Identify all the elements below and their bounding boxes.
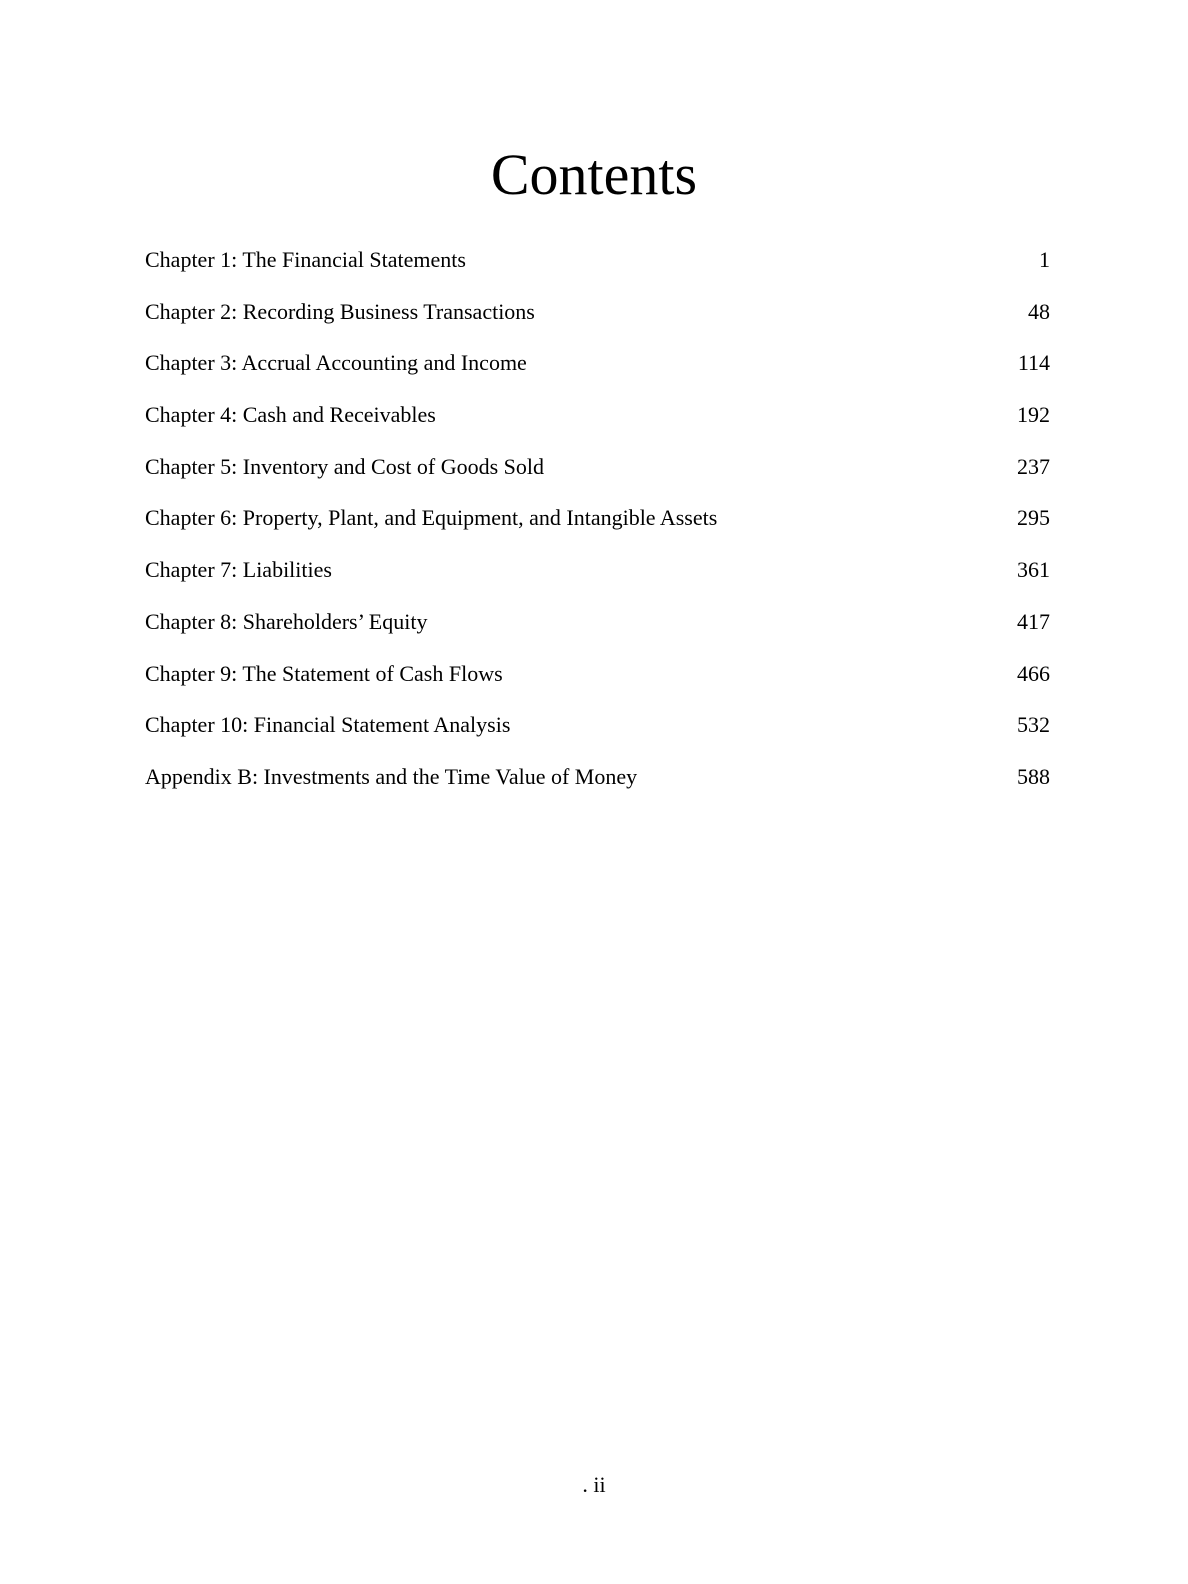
- toc-entry-label: Chapter 3: Accrual Accounting and Income: [145, 350, 527, 376]
- toc-entry-page-number: 192: [1017, 402, 1050, 428]
- toc-entry-label: Chapter 2: Recording Business Transactions: [145, 298, 535, 324]
- toc-entry-page-number: 295: [1017, 505, 1050, 531]
- toc-entry-page-number: 1: [1039, 247, 1050, 272]
- toc-entry-page-number: 588: [1017, 763, 1050, 789]
- toc-entry-appendix-b[interactable]: [145, 760, 1050, 812]
- toc-entry-chapter-2[interactable]: [145, 295, 1050, 347]
- toc-entry-label: Chapter 4: Cash and Receivables: [145, 402, 436, 428]
- toc-entry-chapter-1[interactable]: [145, 243, 1050, 295]
- toc-entry-label: Chapter 10: Financial Statement Analysis: [145, 712, 511, 738]
- toc-entry-page-number: 532: [1017, 712, 1050, 738]
- toc-entry-page-number: 466: [1017, 660, 1050, 686]
- toc-entry-label: Chapter 5: Inventory and Cost of Goods Sold: [145, 453, 545, 479]
- toc-entry-label: Chapter 1: The Financial Statements: [145, 247, 466, 272]
- toc-entry-label: Chapter 9: The Statement of Cash Flows: [145, 660, 503, 686]
- toc-entry-label: Chapter 7: Liabilities: [145, 557, 332, 583]
- toc-entry-chapter-4[interactable]: [145, 398, 1050, 450]
- toc-entry-chapter-8[interactable]: [145, 605, 1050, 657]
- toc-entry-page-number: 114: [1017, 350, 1050, 376]
- page-title: Contents: [490, 142, 698, 207]
- toc-entry-chapter-7[interactable]: [145, 553, 1050, 605]
- toc-entry-page-number: 361: [1017, 557, 1050, 583]
- toc-entry-page-number: 237: [1017, 453, 1050, 479]
- toc-entry-label: Chapter 6: Property, Plant, and Equipment, and Intangible Assets: [145, 505, 718, 531]
- toc-entry-chapter-5[interactable]: [145, 450, 1050, 502]
- toc-entry-chapter-10[interactable]: [145, 708, 1050, 760]
- toc-entry-chapter-9[interactable]: [145, 657, 1050, 709]
- table-of-contents: [145, 243, 1050, 812]
- toc-entry-chapter-3[interactable]: [145, 346, 1050, 398]
- toc-entry-label: Chapter 8: Shareholders’ Equity: [145, 608, 428, 634]
- toc-entry-page-number: 417: [1017, 608, 1050, 634]
- toc-entry-page-number: 48: [1028, 298, 1050, 324]
- toc-entry-label: Appendix B: Investments and the Time Value of Money: [145, 763, 638, 789]
- page-number-footer: . ii: [582, 1472, 606, 1497]
- toc-entry-chapter-6[interactable]: [145, 501, 1050, 553]
